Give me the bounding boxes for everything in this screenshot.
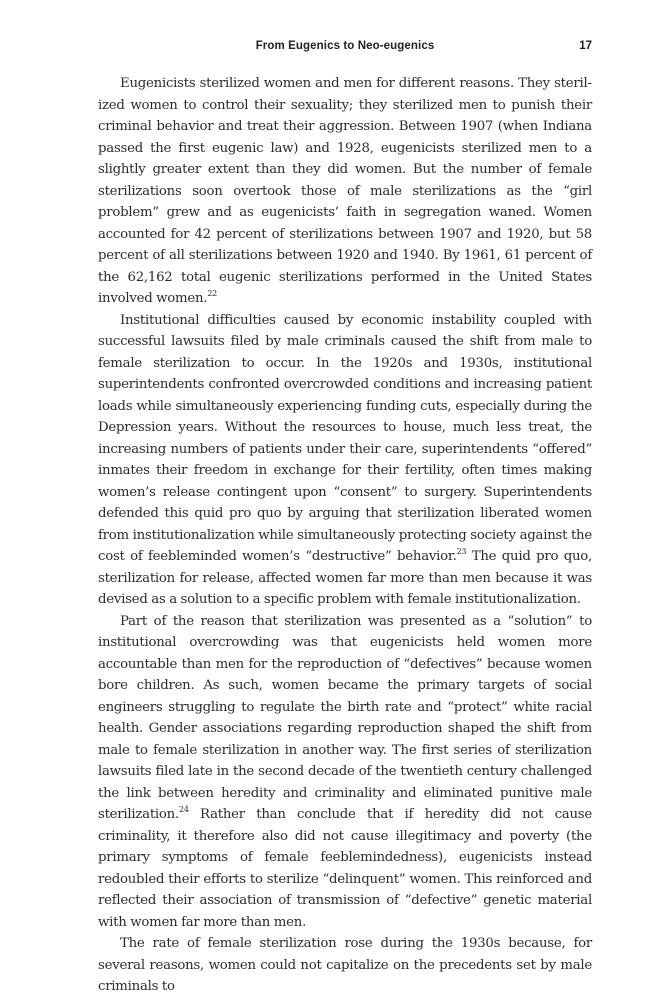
body-text [98, 73, 592, 998]
footnote-ref: 23 [456, 547, 467, 556]
running-head [98, 40, 592, 60]
paragraph-text-continued: Rather than conclude that if heredity did not cause criminality, it therefore also did not cause illegitimacy and poverty (the primary symptoms of female feeblemindedness), eugenicists instead redoubled their efforts to sterilize “delinquent” women. This reinforced and reflected their association of transmission of “defective” genetic material with women far more than men. [98, 807, 592, 930]
paragraph-text: The rate of female sterilization rose during the 1930s because, for several reasons, women could not capitalize on the precedents set by male criminals to [98, 936, 592, 994]
running-title: From Eugenics to Neo-eugenics [255, 40, 435, 52]
paragraph-text-continued: The quid pro quo, sterilization for release, affected women far more than men because it was devised as a solution to a specific problem with female institutionalization. [98, 549, 593, 607]
paragraph [98, 310, 592, 611]
book-page [98, 40, 592, 998]
footnote-ref: 22 [207, 289, 217, 298]
paragraph-text: Institutional difficulties caused by economic instability coupled with successful lawsuits filed by male criminals caused the shift from male to female sterilization to occur. In the 1920s and 1930s, institutional superintendents confronted overcrowded conditions and increasing patient loads while simultaneously experiencing funding cuts, especially during the Depression years. Without the resources to house, much less treat, the increasing numbers of patients under their care, superintendents “offered” inmates their freedom in exchange for their fertility, often times making women’s release contingent upon “consent” to surgery. Superintendents defended this quid pro quo by arguing that sterilization liberated women from institutionalization while simultaneously protecting society against the cost of feebleminded women’s “destructive” behavior. [98, 312, 592, 564]
page-number: 17 [579, 40, 592, 52]
paragraph [98, 611, 592, 934]
paragraph [98, 73, 592, 310]
paragraph [98, 933, 592, 998]
footnote-ref: 24 [178, 805, 189, 814]
paragraph-text: Part of the reason that sterilization was presented as a “solution” to institutional overcrowding was that eugenicists held women more accountable than men for the reproduction of “defectives” because women bore children. As such, women became the primary targets of social engineers struggling to regulate the birth rate and “protect” white racial health. Gender associations regarding reproduction shaped the shift from male to female sterilization in another way. The first series of sterilization lawsuits filed late in the second decade of the twentieth century challenged the link between heredity and criminality and eliminated punitive male sterilization. [98, 613, 592, 822]
paragraph-text: Eugenicists sterilized women and men for different reasons. They sterilized women to control their sexuality; they sterilized men to punish their criminal behavior and treat their aggression. Between 1907 (when Indiana passed the first eugenic law) and 1928, eugenicists sterilized men to a slightly greater extent than they did women. But the number of female sterilizations soon overtook those of male sterilizations as the “girl problem” grew and as eugenicists’ faith in segregation waned. Women accounted for 42 percent of sterilizations between 1907 and 1920, but 58 percent of all sterilizations between 1920 and 1940. By 1961, 61 percent of the 62,162 total eugenic sterilizations performed in the United States involved women. [98, 76, 592, 306]
